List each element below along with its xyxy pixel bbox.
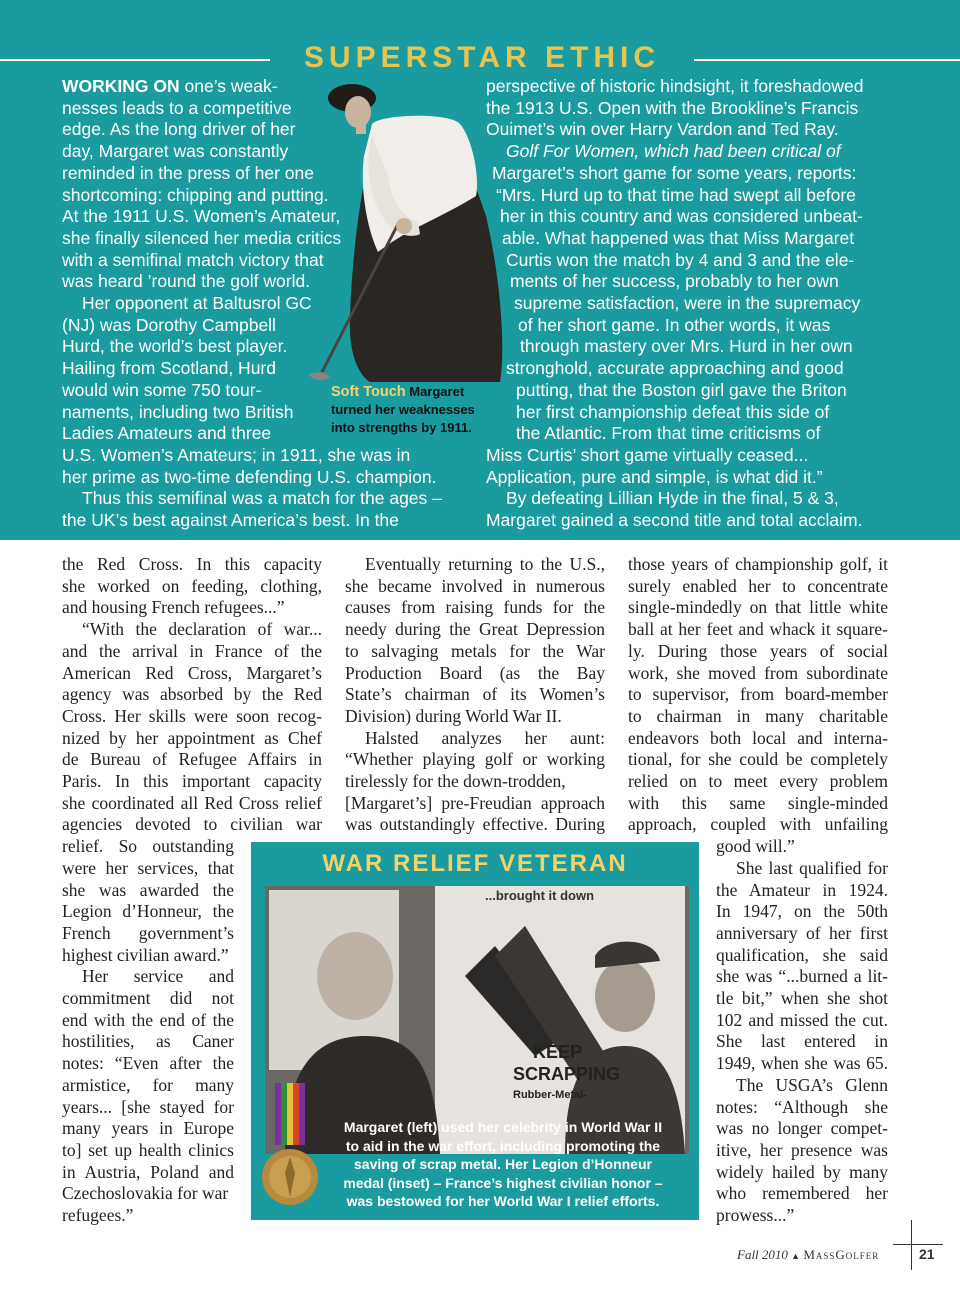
text-line: endeavors both local and interna- (628, 727, 888, 748)
text-line: work, she moved from subordinate (628, 662, 888, 683)
text-line: relied on to meet every problem (628, 771, 888, 792)
text-line: her first championship defeat this side of (516, 401, 830, 422)
text-line: the Red Cross. In this capacity (62, 554, 322, 574)
text-line: (NJ) was Dorothy Campbell (62, 314, 276, 335)
text-line: By defeating Lillian Hyde in the final, 5 & 3, (506, 488, 839, 509)
text-line: 1949, when she was 65. (716, 1053, 888, 1074)
text-line: day, Margaret was constantly (62, 141, 289, 162)
text-line: needy during the Great Depression (345, 619, 605, 640)
text-line: the Amateur in 1924. (716, 879, 888, 900)
text-line: reminded in the press of her one (62, 162, 314, 183)
text-line: notes: “Although she (716, 1096, 888, 1117)
crop-mark-vertical (911, 1220, 912, 1270)
text-line: in Austria, Poland and (62, 1161, 234, 1182)
text-line: “With the declaration of war... (82, 619, 322, 640)
text-line: to salvaging metals for the War (345, 640, 605, 661)
caption-heading: Soft Touch (331, 384, 406, 400)
text-line: refugees.” (62, 1205, 134, 1226)
text-line: ly. During those years of social (628, 640, 888, 661)
text-line: her in this country and was considered unbeat- (500, 206, 863, 227)
golfer-caption: Soft Touch Margaret turned her weaknesses into strengths by 1911. (331, 384, 475, 435)
text-line: She last qualified for (736, 857, 888, 878)
text-line: Golf For Women, which had been critical of (506, 141, 841, 162)
poster-subline: Rubber-Metal- (513, 1089, 587, 1101)
text-line: she worked on feeding, clothing, (62, 575, 322, 596)
text-line: causes from raising funds for the (345, 597, 605, 618)
text-line: nesses leads to a competitive (62, 97, 292, 118)
poster-keep: KEEP (533, 1042, 583, 1062)
text-line: she became involved in numerous (345, 575, 605, 596)
text-line: with a semifinal match victory that (62, 249, 324, 270)
text-line: In 1947, on the 50th (716, 901, 888, 922)
legion-medal-icon (259, 1083, 321, 1208)
text-line: she finally silenced her media critics (62, 227, 342, 248)
poster-text-top: ...brought it down (485, 888, 595, 903)
text-line: hostilities, as Caner (62, 1031, 234, 1052)
text-line: and the arrival in France of the (62, 640, 322, 661)
text-line: Her service and (82, 966, 234, 987)
text-line: of her short game. In other words, it was (518, 314, 831, 335)
page-number: 21 (919, 1246, 935, 1262)
title-rule-right (694, 59, 960, 61)
text-line: [Margaret’s] pre-Freudian approach (345, 792, 605, 813)
text-line: U.S. Women’s Amateurs; in 1911, she was in (62, 444, 411, 465)
text-line: tional, for she could be completely (628, 749, 888, 770)
text-line: end with the end of the (62, 1009, 234, 1030)
crop-mark-horizontal (893, 1244, 943, 1245)
text-line: she coordinated all Red Cross relief (62, 792, 322, 813)
text-line: State’s chairman of its Women’s (345, 684, 605, 705)
text-line: Curtis won the match by 4 and 3 and the ele- (506, 249, 855, 270)
text-line: relief. So outstanding (62, 836, 234, 857)
text-line: anniversary of her first (716, 922, 888, 943)
text-line: Production Board (as the Bay (345, 662, 605, 683)
war-relief-photo (265, 886, 689, 1154)
text-line: She last entered in (716, 1031, 888, 1052)
text-line: naments, including two British (62, 401, 294, 422)
text-line: and housing French refugees...” (62, 597, 285, 618)
text-line: “Whether playing golf or working (345, 749, 605, 770)
text-line: prowess...” (716, 1205, 795, 1226)
text-line: approach, coupled with unfailing (628, 814, 888, 835)
text-line: ments of her success, probably to her own (510, 271, 839, 292)
text-line: American Red Cross, Margaret’s (62, 662, 322, 683)
text-line: tle bit,” when she shot (716, 988, 888, 1009)
text-line: to] set up health clinics (62, 1139, 234, 1160)
text-line: Cross. Her skills were soon recog- (62, 705, 322, 726)
section-title: SUPERSTAR ETHIC (303, 41, 661, 74)
text-line: stronghold, accurate approaching and good (506, 358, 844, 379)
page-footer (737, 1247, 879, 1263)
text-line: Halsted analyzes her aunt: (365, 727, 605, 748)
text-line: qualification, she said (716, 944, 888, 965)
text-line: the 1913 U.S. Open with the Brookline’s Francis (486, 97, 859, 118)
text-line: WORKING ON one’s weak- (62, 76, 278, 96)
text-line: through mastery over Mrs. Hurd in her own (520, 336, 853, 357)
text-line: Division) during World War II. (345, 705, 562, 726)
text-line: “Mrs. Hurd up to that time had swept all before (496, 184, 856, 205)
text-line: Her opponent at Baltusrol GC (82, 293, 312, 314)
text-line: Thus this semifinal was a match for the ages – (82, 488, 442, 509)
text-line: Legion d’Honneur, the (62, 901, 234, 922)
text-line: agencies devoted to civilian war (62, 814, 322, 835)
text-line: shortcoming: chipping and putting. (62, 184, 329, 205)
text-line: those years of championship golf, it (628, 554, 888, 574)
text-line: Application, pure and simple, is what did it.” (486, 466, 823, 487)
text-line: perspective of historic hindsight, it foreshadowed (486, 76, 864, 96)
text-line: she was awarded the (62, 879, 234, 900)
text-line: surely enabled her to concentrate (628, 575, 888, 596)
text-line: supreme satisfaction, were in the supremacy (514, 293, 861, 314)
text-line: with this same single-minded (628, 792, 888, 813)
text-line: agency was absorbed by the Red (62, 684, 322, 705)
text-line: ball at her feet and whack it square- (628, 619, 888, 640)
text-line: to chairman in many charitable (628, 705, 888, 726)
text-line: commitment did not (62, 988, 234, 1009)
text-line: widely hailed by many (716, 1161, 888, 1182)
text-line: was no longer compet- (716, 1118, 888, 1139)
text-line: de Bureau of Refugee Affairs in (62, 749, 322, 770)
text-line: good will.” (716, 836, 795, 857)
text-line: Margaret gained a second title and total acclaim. (486, 510, 863, 531)
lead-in: WORKING ON (62, 76, 180, 96)
issue-date: Fall 2010 (737, 1247, 788, 1262)
text-line: The USGA’s Glenn (736, 1074, 888, 1095)
text-line: to supervisor, from board-member (628, 684, 888, 705)
text-line: armistice, for many (62, 1074, 234, 1095)
text-line: she was “...burned a lit- (716, 966, 888, 987)
title-rule-left (0, 59, 270, 61)
text-line: single-mindedly on that little white (628, 597, 888, 618)
text-line: Hurd, the world’s best player. (62, 336, 288, 357)
photo-illustration (265, 886, 689, 1154)
text-line: the Atlantic. From that time criticisms of (516, 423, 821, 444)
text-line: years... [she stayed for (62, 1096, 234, 1117)
text-line: French government’s (62, 922, 234, 943)
text-line: who remembered her (716, 1183, 888, 1204)
text-line: her prime as two-time defending U.S. champion. (62, 466, 437, 487)
body-column-2 (345, 554, 605, 836)
text-line: Czechoslovakia for war (62, 1183, 229, 1204)
text-line: At the 1911 U.S. Women’s Amateur, (62, 206, 341, 227)
text-line: edge. As the long driver of her (62, 119, 296, 140)
text-line: 102 and missed the cut. (716, 1009, 888, 1030)
text-line: notes: “Even after the (62, 1053, 234, 1074)
top-right-column (486, 76, 906, 532)
text-line: Hailing from Scotland, Hurd (62, 358, 276, 379)
text-line: able. What happened was that Miss Margaret (502, 227, 855, 248)
text-line: was outstandingly effective. During (345, 814, 605, 835)
text-line: Miss Curtis’ short game virtually ceased... (486, 444, 809, 465)
text-line: nized by her appointment as Chef (62, 727, 322, 748)
text-line: itive, her presence was (716, 1139, 888, 1160)
text-line: was heard ’round the golf world. (62, 271, 311, 292)
text-line: putting, that the Boston girl gave the Briton (516, 379, 847, 400)
text-line: Paris. In this important capacity (62, 771, 322, 792)
text-line: Margaret’s short game for some years, reports: (492, 162, 857, 183)
text-line: highest civilian award.” (62, 944, 229, 965)
text-line: Ladies Amateurs and three (62, 423, 272, 444)
text-line: Ouimet’s win over Harry Vardon and Ted Ray. (486, 119, 839, 140)
text-line: were her services, that (62, 857, 234, 878)
poster-scrapping: SCRAPPING (513, 1064, 621, 1084)
golfer-photo (300, 76, 515, 396)
text-line: many years in Europe (62, 1118, 234, 1139)
text-line: would win some 750 tour- (62, 379, 262, 400)
text-line: Eventually returning to the U.S., (365, 554, 605, 574)
magazine-name: MassGolfer (803, 1247, 880, 1262)
footer-separator-icon: ▲ (791, 1251, 801, 1261)
text-line: the UK’s best against America’s best. In the (62, 510, 399, 531)
box-title: WAR RELIEF VETERAN (322, 850, 628, 877)
box-caption: Margaret (left) used her celebrity in World War II to aid in the war effort, including promoting the saving of scrap metal. Her Legion d’Honneur medal (inset) – France’s highest civilian honor – was bestowed for her World War I relief efforts. (343, 1119, 663, 1209)
text-line: tirelessly for the down-trodden, (345, 771, 566, 792)
